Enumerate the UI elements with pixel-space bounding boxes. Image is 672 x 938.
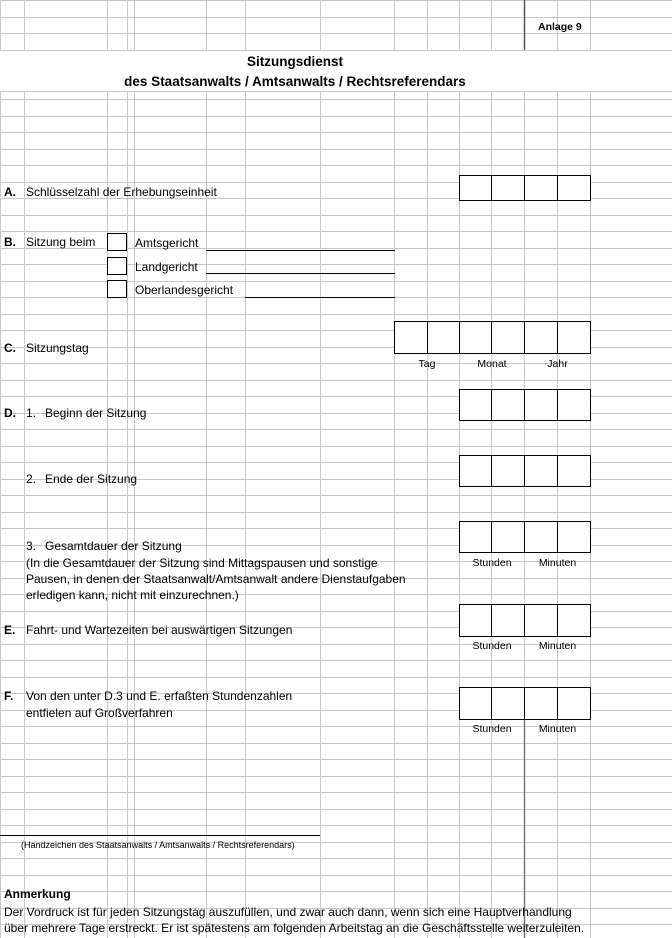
oberlandesgericht-checkbox[interactable] bbox=[107, 280, 127, 298]
end-hour-1[interactable] bbox=[459, 455, 492, 487]
amtsgericht-line[interactable] bbox=[206, 250, 395, 251]
total-hours-1[interactable] bbox=[459, 521, 492, 553]
large-minutes-1[interactable] bbox=[524, 687, 558, 720]
section-d2-label: Ende der Sitzung bbox=[45, 472, 138, 486]
form-subtitle: des Staatsanwalts / Amtsanwalts / Rechtsreferendars bbox=[124, 74, 466, 89]
begin-minute-2[interactable] bbox=[557, 389, 591, 421]
remark-line1: Der Vordruck ist für jeden Sitzungstag auszufüllen, und zwar auch dann, wenn sich eine Hauptverhandlung bbox=[4, 905, 572, 919]
day-label: Tag bbox=[418, 358, 436, 370]
begin-hour-1[interactable] bbox=[459, 389, 492, 421]
section-b-letter: B. bbox=[4, 235, 16, 249]
month-digit-1[interactable] bbox=[459, 321, 492, 354]
section-f-letter: F. bbox=[4, 689, 14, 703]
travel-minutes-label: Minuten bbox=[538, 640, 577, 652]
year-label: Jahr bbox=[547, 358, 568, 370]
section-d3-label: Gesamtdauer der Sitzung bbox=[45, 539, 182, 553]
end-hour-2[interactable] bbox=[491, 455, 525, 487]
month-label: Monat bbox=[477, 358, 507, 370]
landgericht-label: Landgericht bbox=[135, 260, 198, 274]
travel-hours-2[interactable] bbox=[491, 604, 525, 637]
month-digit-2[interactable] bbox=[491, 321, 525, 354]
begin-minute-1[interactable] bbox=[524, 389, 558, 421]
amtsgericht-checkbox[interactable] bbox=[107, 233, 127, 251]
large-minutes-2[interactable] bbox=[557, 687, 591, 720]
large-hours-1[interactable] bbox=[459, 687, 492, 720]
key-digit-4[interactable] bbox=[557, 175, 591, 201]
travel-minutes-1[interactable] bbox=[524, 604, 558, 637]
section-a-letter: A. bbox=[4, 185, 16, 199]
travel-hours-1[interactable] bbox=[459, 604, 492, 637]
section-d2-number: 2. bbox=[26, 472, 37, 486]
large-hours-label: Stunden bbox=[472, 723, 512, 735]
large-hours-2[interactable] bbox=[491, 687, 525, 720]
section-d-letter: D. bbox=[4, 406, 16, 420]
travel-hours-label: Stunden bbox=[472, 640, 512, 652]
day-digit-1[interactable] bbox=[394, 321, 428, 354]
amtsgericht-label: Amtsgericht bbox=[135, 236, 199, 250]
form-title: Sitzungsdienst bbox=[246, 54, 343, 69]
section-e-label: Fahrt- und Wartezeiten bei auswärtigen Sitzungen bbox=[26, 623, 293, 637]
landgericht-checkbox[interactable] bbox=[107, 257, 127, 275]
travel-minutes-2[interactable] bbox=[557, 604, 591, 637]
section-d3-number: 3. bbox=[26, 539, 37, 553]
section-f-label-line2: entfielen auf Großverfahren bbox=[26, 706, 173, 720]
section-d3-note-line2: Pausen, in denen der Staatsanwalt/Amtsanwalt andere Dienstaufgaben bbox=[26, 572, 406, 586]
year-digit-2[interactable] bbox=[557, 321, 591, 354]
end-minute-2[interactable] bbox=[557, 455, 591, 487]
remark-line2: über mehrere Tage erstreckt. Er ist spätestens am folgenden Arbeitstag an die Geschäftsstelle weiterzuleiten. bbox=[4, 921, 585, 935]
day-digit-2[interactable] bbox=[427, 321, 460, 354]
section-c-letter: C. bbox=[4, 341, 16, 355]
year-digit-1[interactable] bbox=[524, 321, 558, 354]
key-digit-3[interactable] bbox=[524, 175, 558, 201]
oberlandesgericht-line[interactable] bbox=[245, 297, 395, 298]
date-baseline bbox=[394, 353, 591, 354]
section-a-label: Schlüsselzahl der Erhebungseinheit bbox=[26, 185, 217, 199]
key-digit-1[interactable] bbox=[459, 175, 492, 201]
section-d1-label: Beginn der Sitzung bbox=[45, 406, 147, 420]
section-e-letter: E. bbox=[4, 623, 16, 637]
total-hours-label: Stunden bbox=[472, 557, 512, 569]
remark-heading: Anmerkung bbox=[4, 887, 71, 901]
section-c-label: Sitzungstag bbox=[26, 341, 89, 355]
end-minute-1[interactable] bbox=[524, 455, 558, 487]
total-minutes-2[interactable] bbox=[557, 521, 591, 553]
section-b-label: Sitzung beim bbox=[26, 235, 96, 249]
section-d3-note-line1: (In die Gesamtdauer der Sitzung sind Mittagspausen und sonstige bbox=[26, 556, 378, 570]
total-minutes-1[interactable] bbox=[524, 521, 558, 553]
total-hours-2[interactable] bbox=[491, 521, 525, 553]
landgericht-line[interactable] bbox=[206, 273, 395, 274]
key-digit-2[interactable] bbox=[491, 175, 525, 201]
section-d3-note-line3: erledigen kann, nicht mit einzurechnen.) bbox=[26, 588, 239, 602]
begin-hour-2[interactable] bbox=[491, 389, 525, 421]
annex-label: Anlage 9 bbox=[538, 21, 582, 33]
signature-line[interactable] bbox=[0, 835, 320, 836]
section-d1-number: 1. bbox=[26, 406, 37, 420]
signature-caption: (Handzeichen des Staatsanwalts / Amtsanwalts / Rechtsreferendars) bbox=[21, 840, 295, 850]
total-minutes-label: Minuten bbox=[538, 557, 577, 569]
section-f-label-line1: Von den unter D.3 und E. erfaßten Stundenzahlen bbox=[26, 689, 293, 703]
oberlandesgericht-label: Oberlandesgericht bbox=[135, 283, 234, 297]
large-minutes-label: Minuten bbox=[538, 723, 577, 735]
